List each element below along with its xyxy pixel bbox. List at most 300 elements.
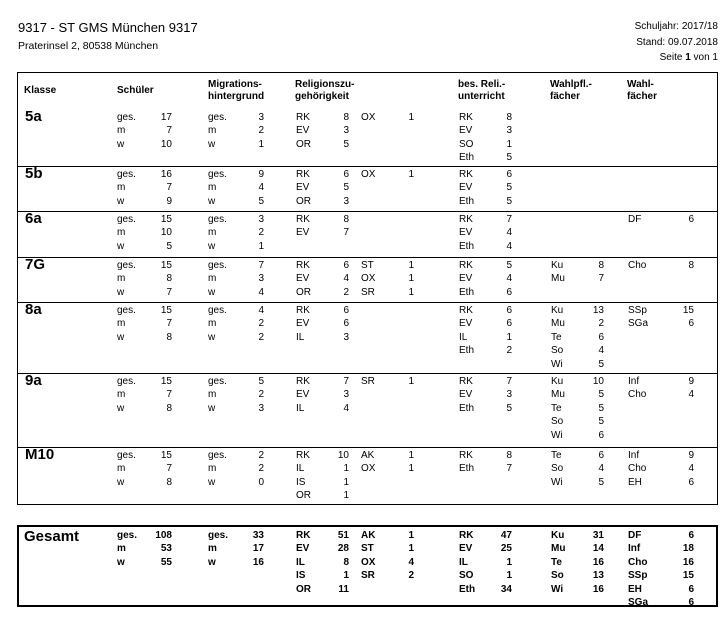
row-7g-wahlpfl-label: Ku xyxy=(551,260,564,271)
total-relunt-label: IL xyxy=(459,556,468,568)
row-9a-migration-label: m xyxy=(208,389,217,401)
row-9a-schueler-label: ges. xyxy=(117,376,136,387)
row-5b-schueler-value: 16 xyxy=(160,169,172,180)
row-6a-migration-label: w xyxy=(208,240,216,252)
total-wahlpfl-label: Mu xyxy=(551,543,566,555)
row-7g-wahlpfl-value: 8 xyxy=(598,260,604,271)
row-8a-relunt-label: EV xyxy=(459,318,473,330)
row-9a-religion2-label: SR xyxy=(361,376,375,387)
row-6a-relunt-label: EV xyxy=(459,227,473,239)
row-6a-relunt-label: RK xyxy=(459,214,473,225)
row-5a-religion1-label: OR xyxy=(296,138,311,150)
row-m10-religion1-value: 10 xyxy=(337,450,349,461)
row-8a-religion1-label: IL xyxy=(296,331,305,343)
row-9a-wahlpfl-label: Te xyxy=(551,402,562,414)
row-8a-religion1-value: 6 xyxy=(343,305,349,316)
row-m10-religion2-label: OX xyxy=(361,463,376,475)
total-migration-label: m xyxy=(208,543,217,555)
row-7g-religion1-value: 6 xyxy=(343,260,349,271)
row-8a-relunt-label: IL xyxy=(459,331,468,343)
row-7g-religion1-label: EV xyxy=(296,273,310,285)
row-8a-migration-value: 2 xyxy=(258,318,264,330)
total-wahlpfl-value: 13 xyxy=(592,570,604,582)
total-wahl-label: Cho xyxy=(628,556,648,568)
total-religion2-label: SR xyxy=(361,570,375,582)
row-5b-religion1-value: 5 xyxy=(343,182,349,194)
row-m10-religion2-label: AK xyxy=(361,450,375,461)
row-9a-relunt-label: EV xyxy=(459,389,473,401)
row-8a-relunt-value: 6 xyxy=(506,305,512,316)
row-8a-religion1-label: RK xyxy=(296,305,310,316)
row-8a-schueler-value: 7 xyxy=(166,318,172,330)
row-7g-relunt-value: 5 xyxy=(506,260,512,271)
row-5a-relunt-value: 8 xyxy=(506,112,512,123)
row-m10-wahl-value: 9 xyxy=(688,450,694,461)
row-8a-wahlpfl-value: 5 xyxy=(598,358,604,370)
row-7g-religion1-label: OR xyxy=(296,286,311,298)
row-m10-wahl-value: 4 xyxy=(688,463,694,475)
row-5a-migration-value: 1 xyxy=(258,138,264,150)
row-7g-schueler-value: 7 xyxy=(166,286,172,298)
row-6a-relunt-value: 4 xyxy=(506,227,512,239)
row-m10-wahl-label: EH xyxy=(628,476,642,488)
total-relunt-value: 25 xyxy=(500,543,512,555)
row-6a-schueler-value: 5 xyxy=(166,240,172,252)
total-wahlpfl-label: Te xyxy=(551,556,562,568)
row-5a-relunt-label: SO xyxy=(459,138,474,150)
col-header-religion: Religionszu- gehörigkeit xyxy=(295,79,355,102)
row-8a-relunt-label: Eth xyxy=(459,345,475,357)
row-m10-religion1-value: 1 xyxy=(343,476,349,488)
total-religion1-label: OR xyxy=(296,583,311,595)
row-7g-migration-value: 7 xyxy=(258,260,264,271)
total-migration-value: 33 xyxy=(252,530,264,541)
row-divider xyxy=(17,373,718,374)
total-relunt-value: 34 xyxy=(500,583,512,595)
row-7g-schueler-value: 8 xyxy=(166,273,172,285)
row-5a-relunt-label: RK xyxy=(459,112,473,123)
total-relunt-value: 47 xyxy=(500,530,512,541)
row-m10-schueler-label: ges. xyxy=(117,450,136,461)
row-m10-klasse: M10 xyxy=(25,446,55,463)
row-5a-schueler-value: 7 xyxy=(166,125,172,137)
row-8a-migration-label: m xyxy=(208,318,217,330)
row-6a-religion1-label: RK xyxy=(296,214,310,225)
row-5b-schueler-value: 9 xyxy=(166,195,172,207)
row-9a-wahlpfl-label: Ku xyxy=(551,376,564,387)
total-religion2-value: 2 xyxy=(408,570,414,582)
row-8a-wahl-value: 6 xyxy=(688,318,694,330)
row-m10-migration-value: 0 xyxy=(258,476,264,488)
row-5b-schueler-value: 7 xyxy=(166,182,172,194)
total-migration-value: 16 xyxy=(252,556,264,568)
total-relunt-label: EV xyxy=(459,543,473,555)
row-7g-wahlpfl-value: 7 xyxy=(598,273,604,285)
row-5b-relunt-label: Eth xyxy=(459,195,475,207)
total-border-right xyxy=(716,525,718,607)
total-wahl-label: SSp xyxy=(628,570,648,582)
row-m10-religion1-label: OR xyxy=(296,490,311,502)
row-7g-schueler-label: w xyxy=(117,286,125,298)
row-6a-migration-value: 3 xyxy=(258,214,264,225)
row-9a-wahlpfl-value: 5 xyxy=(598,402,604,414)
row-7g-relunt-value: 4 xyxy=(506,273,512,285)
row-5a-klasse: 5a xyxy=(25,108,42,125)
row-9a-relunt-value: 7 xyxy=(506,376,512,387)
row-9a-religion1-label: IL xyxy=(296,402,305,414)
row-5a-religion1-label: EV xyxy=(296,125,310,137)
row-9a-relunt-value: 3 xyxy=(506,389,512,401)
row-5b-klasse: 5b xyxy=(25,165,43,182)
total-religion2-value: 4 xyxy=(408,556,414,568)
row-5b-schueler-label: m xyxy=(117,182,126,194)
table-border-left xyxy=(17,72,18,505)
row-9a-wahlpfl-value: 10 xyxy=(592,376,604,387)
row-7g-wahl-value: 8 xyxy=(688,260,694,271)
row-8a-wahl-label: SSp xyxy=(628,305,647,316)
row-9a-wahlpfl-value: 6 xyxy=(598,429,604,441)
total-relunt-value: 1 xyxy=(506,556,512,568)
row-5b-migration-label: ges. xyxy=(208,169,227,180)
total-schueler-label: w xyxy=(117,556,125,568)
row-7g-religion2-value: 1 xyxy=(408,286,414,298)
row-7g-migration-label: ges. xyxy=(208,260,227,271)
total-schueler-label: m xyxy=(117,543,126,555)
row-m10-religion1-label: IL xyxy=(296,463,305,475)
row-9a-wahl-label: Cho xyxy=(628,389,647,401)
row-9a-wahlpfl-label: So xyxy=(551,416,564,428)
row-6a-migration-label: ges. xyxy=(208,214,227,225)
row-5b-religion1-label: OR xyxy=(296,195,311,207)
row-9a-wahlpfl-label: Wi xyxy=(551,429,563,441)
row-5a-migration-label: m xyxy=(208,125,217,137)
row-5a-religion2-label: OX xyxy=(361,112,376,123)
total-religion1-value: 8 xyxy=(343,556,349,568)
total-relunt-label: RK xyxy=(459,530,474,541)
row-5b-religion1-value: 3 xyxy=(343,195,349,207)
row-9a-schueler-label: w xyxy=(117,402,125,414)
row-9a-schueler-label: m xyxy=(117,389,126,401)
row-7g-religion2-label: SR xyxy=(361,286,375,298)
row-7g-religion1-value: 4 xyxy=(343,273,349,285)
row-8a-migration-value: 2 xyxy=(258,331,264,343)
total-migration-label: ges. xyxy=(208,530,229,541)
row-5b-schueler-label: w xyxy=(117,195,125,207)
total-migration-label: w xyxy=(208,556,216,568)
row-7g-wahl-label: Cho xyxy=(628,260,647,271)
row-m10-schueler-value: 8 xyxy=(166,476,172,488)
row-7g-schueler-value: 15 xyxy=(160,260,172,271)
row-8a-relunt-value: 2 xyxy=(506,345,512,357)
row-m10-wahlpfl-value: 6 xyxy=(598,450,604,461)
row-7g-klasse: 7G xyxy=(25,256,46,273)
row-8a-schueler-value: 15 xyxy=(160,305,172,316)
table-border-bottom xyxy=(17,504,718,505)
row-8a-relunt-value: 6 xyxy=(506,318,512,330)
row-5b-religion1-label: EV xyxy=(296,182,310,194)
row-7g-religion2-value: 1 xyxy=(408,260,414,271)
row-8a-wahlpfl-value: 2 xyxy=(598,318,604,330)
row-m10-wahlpfl-value: 4 xyxy=(598,463,604,475)
row-8a-wahlpfl-label: Ku xyxy=(551,305,564,316)
row-m10-migration-value: 2 xyxy=(258,450,264,461)
total-religion1-label: IS xyxy=(296,570,306,582)
row-m10-wahl-value: 6 xyxy=(688,476,694,488)
total-religion2-value: 1 xyxy=(408,543,414,555)
row-m10-relunt-label: RK xyxy=(459,450,473,461)
school-year: Schuljahr: 2017/18 xyxy=(634,21,718,32)
col-header-wahlpflichtfaecher: Wahlpfl.- fächer xyxy=(550,79,592,102)
row-8a-schueler-label: ges. xyxy=(117,305,136,316)
row-8a-wahlpfl-label: So xyxy=(551,345,564,357)
row-5b-migration-value: 9 xyxy=(258,169,264,180)
row-9a-wahlpfl-value: 5 xyxy=(598,389,604,401)
row-8a-wahlpfl-label: Te xyxy=(551,331,562,343)
row-6a-wahl-value: 6 xyxy=(688,214,694,225)
row-8a-relunt-value: 1 xyxy=(506,331,512,343)
row-9a-klasse: 9a xyxy=(25,372,42,389)
row-m10-religion1-label: IS xyxy=(296,476,306,488)
total-wahl-label: EH xyxy=(628,583,642,595)
row-8a-relunt-label: RK xyxy=(459,305,473,316)
row-5a-relunt-label: Eth xyxy=(459,152,475,164)
row-6a-klasse: 6a xyxy=(25,210,42,227)
school-address: Praterinsel 2, 80538 München xyxy=(18,40,159,52)
row-m10-religion1-label: RK xyxy=(296,450,310,461)
row-8a-wahlpfl-label: Mu xyxy=(551,318,565,330)
row-9a-wahl-label: Inf xyxy=(628,376,640,387)
row-5b-relunt-label: RK xyxy=(459,169,473,180)
row-9a-schueler-value: 8 xyxy=(166,402,172,414)
row-8a-religion1-label: EV xyxy=(296,318,310,330)
row-5b-migration-value: 4 xyxy=(258,182,264,194)
total-border-top xyxy=(17,525,718,527)
row-m10-relunt-label: Eth xyxy=(459,463,475,475)
row-7g-relunt-value: 6 xyxy=(506,286,512,298)
total-wahl-value: 6 xyxy=(688,583,694,595)
row-6a-migration-label: m xyxy=(208,227,217,239)
row-9a-religion1-value: 3 xyxy=(343,389,349,401)
row-5a-religion1-value: 8 xyxy=(343,112,349,123)
row-divider xyxy=(17,211,718,212)
row-m10-wahlpfl-value: 5 xyxy=(598,476,604,488)
row-7g-religion2-label: OX xyxy=(361,273,376,285)
row-7g-religion2-value: 1 xyxy=(408,273,414,285)
row-5a-schueler-label: m xyxy=(117,125,126,137)
total-border-left xyxy=(17,525,19,607)
row-5a-migration-value: 2 xyxy=(258,125,264,137)
table-border-right xyxy=(717,72,718,505)
row-m10-schueler-label: m xyxy=(117,463,126,475)
row-5b-religion2-value: 1 xyxy=(408,169,414,180)
row-6a-migration-value: 2 xyxy=(258,227,264,239)
row-8a-schueler-value: 8 xyxy=(166,331,172,343)
total-religion1-value: 28 xyxy=(337,543,349,555)
total-religion2-value: 1 xyxy=(408,530,414,541)
col-header-wahlfaecher: Wahl- fächer xyxy=(627,79,658,102)
total-religion1-label: EV xyxy=(296,543,310,555)
table-border-top xyxy=(17,72,718,73)
row-m10-religion1-value: 1 xyxy=(343,463,349,475)
row-8a-wahlpfl-label: Wi xyxy=(551,358,563,370)
col-header-schueler: Schüler xyxy=(117,85,154,96)
row-m10-migration-value: 2 xyxy=(258,463,264,475)
total-schueler-value: 53 xyxy=(160,543,172,555)
row-8a-wahl-value: 15 xyxy=(682,305,694,316)
row-9a-migration-value: 2 xyxy=(258,389,264,401)
row-m10-religion1-value: 1 xyxy=(343,490,349,502)
row-5a-religion1-value: 3 xyxy=(343,125,349,137)
total-wahlpfl-label: So xyxy=(551,570,564,582)
row-5a-schueler-value: 10 xyxy=(160,138,172,150)
total-wahl-value: 18 xyxy=(682,543,694,555)
row-8a-wahl-label: SGa xyxy=(628,318,649,330)
total-wahl-label: SGa xyxy=(628,597,649,608)
total-relunt-label: Eth xyxy=(459,583,476,595)
row-6a-relunt-label: Eth xyxy=(459,240,475,252)
row-5b-migration-value: 5 xyxy=(258,195,264,207)
row-9a-religion1-label: RK xyxy=(296,376,310,387)
row-9a-migration-label: w xyxy=(208,402,216,414)
row-9a-religion1-value: 7 xyxy=(343,376,349,387)
page-title: 9317 - ST GMS München 9317 xyxy=(18,20,198,35)
row-8a-migration-value: 4 xyxy=(258,305,264,316)
row-5a-relunt-value: 3 xyxy=(506,125,512,137)
total-wahl-label: DF xyxy=(628,530,642,541)
row-5a-relunt-label: EV xyxy=(459,125,473,137)
total-wahl-value: 6 xyxy=(688,597,694,608)
total-religion2-label: AK xyxy=(361,530,376,541)
row-6a-schueler-value: 15 xyxy=(160,214,172,225)
row-6a-relunt-value: 7 xyxy=(506,214,512,225)
row-5a-religion1-value: 5 xyxy=(343,138,349,150)
row-divider xyxy=(17,302,718,303)
row-m10-migration-label: m xyxy=(208,463,217,475)
row-5a-relunt-value: 5 xyxy=(506,152,512,164)
col-header-migration: Migrations- hintergrund xyxy=(208,79,265,102)
row-8a-wahlpfl-value: 13 xyxy=(592,305,604,316)
row-9a-relunt-label: Eth xyxy=(459,402,475,414)
row-5a-migration-label: ges. xyxy=(208,112,227,123)
row-5b-relunt-value: 5 xyxy=(506,182,512,194)
row-9a-schueler-value: 7 xyxy=(166,389,172,401)
row-m10-wahl-label: Inf xyxy=(628,450,640,461)
row-m10-relunt-value: 7 xyxy=(506,463,512,475)
total-wahl-value: 16 xyxy=(682,556,694,568)
row-5a-schueler-label: w xyxy=(117,138,125,150)
row-5a-religion1-label: RK xyxy=(296,112,310,123)
row-7g-religion2-label: ST xyxy=(361,260,374,271)
status-date: Stand: 09.07.2018 xyxy=(636,37,718,48)
total-religion1-label: RK xyxy=(296,530,311,541)
row-9a-religion1-label: EV xyxy=(296,389,310,401)
row-5a-relunt-value: 1 xyxy=(506,138,512,150)
row-5b-religion2-label: OX xyxy=(361,169,376,180)
row-5b-schueler-label: ges. xyxy=(117,169,136,180)
row-7g-relunt-label: EV xyxy=(459,273,473,285)
row-9a-migration-label: ges. xyxy=(208,376,227,387)
row-7g-religion1-value: 2 xyxy=(343,286,349,298)
row-5b-migration-label: m xyxy=(208,182,217,194)
row-m10-wahlpfl-label: Te xyxy=(551,450,562,461)
row-m10-wahlpfl-label: So xyxy=(551,463,564,475)
row-6a-schueler-label: m xyxy=(117,227,126,239)
total-religion2-label: OX xyxy=(361,556,376,568)
row-6a-schueler-value: 10 xyxy=(160,227,172,239)
row-m10-migration-label: ges. xyxy=(208,450,227,461)
row-9a-religion2-value: 1 xyxy=(408,376,414,387)
total-relunt-value: 1 xyxy=(506,570,512,582)
row-5a-migration-label: w xyxy=(208,138,216,150)
total-religion1-label: IL xyxy=(296,556,305,568)
total-religion1-value: 51 xyxy=(337,530,349,541)
row-9a-wahl-value: 4 xyxy=(688,389,694,401)
total-wahl-label: Inf xyxy=(628,543,641,555)
row-5b-religion1-label: RK xyxy=(296,169,310,180)
total-klasse: Gesamt xyxy=(24,528,80,545)
row-8a-wahlpfl-value: 4 xyxy=(598,345,604,357)
row-9a-migration-value: 3 xyxy=(258,402,264,414)
row-m10-wahl-label: Cho xyxy=(628,463,647,475)
page-number: Seite 1 von 1 xyxy=(659,52,718,63)
row-m10-religion2-value: 1 xyxy=(408,450,414,461)
row-6a-religion1-label: EV xyxy=(296,227,310,239)
total-wahlpfl-value: 31 xyxy=(592,530,604,541)
row-9a-wahlpfl-value: 5 xyxy=(598,416,604,428)
row-8a-migration-label: ges. xyxy=(208,305,227,316)
row-8a-klasse: 8a xyxy=(25,301,42,318)
total-wahl-value: 6 xyxy=(688,530,694,541)
total-wahlpfl-value: 16 xyxy=(592,556,604,568)
col-header-religionsunterricht: bes. Reli.- unterricht xyxy=(458,79,506,102)
row-divider xyxy=(17,447,718,448)
total-religion2-label: ST xyxy=(361,543,374,555)
row-m10-schueler-label: w xyxy=(117,476,125,488)
total-migration-value: 17 xyxy=(252,543,264,555)
row-8a-religion1-value: 6 xyxy=(343,318,349,330)
row-7g-migration-value: 4 xyxy=(258,286,264,298)
row-9a-migration-value: 5 xyxy=(258,376,264,387)
row-5a-migration-value: 3 xyxy=(258,112,264,123)
row-9a-religion1-value: 4 xyxy=(343,402,349,414)
row-m10-relunt-value: 8 xyxy=(506,450,512,461)
row-9a-schueler-value: 15 xyxy=(160,376,172,387)
row-m10-schueler-value: 15 xyxy=(160,450,172,461)
row-m10-schueler-value: 7 xyxy=(166,463,172,475)
row-9a-relunt-label: RK xyxy=(459,376,473,387)
total-wahlpfl-value: 14 xyxy=(592,543,604,555)
row-5b-relunt-value: 5 xyxy=(506,195,512,207)
row-6a-schueler-label: w xyxy=(117,240,125,252)
row-9a-relunt-value: 5 xyxy=(506,402,512,414)
row-6a-wahl-label: DF xyxy=(628,214,642,225)
row-m10-migration-label: w xyxy=(208,476,216,488)
row-5a-religion2-value: 1 xyxy=(408,112,414,123)
row-7g-migration-label: w xyxy=(208,286,216,298)
row-8a-migration-label: w xyxy=(208,331,216,343)
total-wahlpfl-label: Wi xyxy=(551,583,564,595)
total-wahl-value: 15 xyxy=(682,570,694,582)
row-8a-religion1-value: 3 xyxy=(343,331,349,343)
row-6a-religion1-value: 8 xyxy=(343,214,349,225)
total-schueler-value: 55 xyxy=(160,556,172,568)
row-6a-migration-value: 1 xyxy=(258,240,264,252)
row-m10-wahlpfl-label: Wi xyxy=(551,476,563,488)
row-5a-schueler-label: ges. xyxy=(117,112,136,123)
row-7g-migration-value: 3 xyxy=(258,273,264,285)
row-9a-wahl-value: 9 xyxy=(688,376,694,387)
row-5b-migration-label: w xyxy=(208,195,216,207)
